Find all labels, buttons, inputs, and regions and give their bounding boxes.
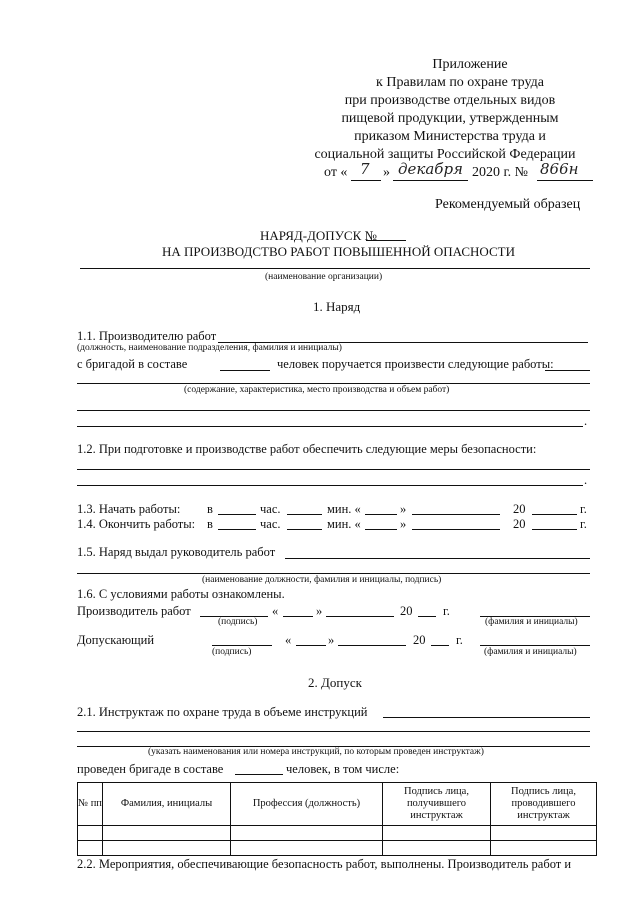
admitter-name-field[interactable] bbox=[480, 645, 590, 646]
admitter-quote-open: « bbox=[285, 633, 292, 647]
p21-brigade-a: проведен бригаде в составе bbox=[77, 762, 224, 776]
header-line-1: Приложение bbox=[432, 57, 508, 72]
producer-year-field[interactable] bbox=[418, 616, 436, 617]
table-cell[interactable] bbox=[231, 826, 383, 841]
date-mid: » bbox=[383, 165, 390, 180]
p13-in: в bbox=[207, 502, 213, 516]
p12-line-2[interactable] bbox=[77, 485, 583, 486]
admitter-label: Допускающий bbox=[77, 633, 155, 647]
p13-hour-field[interactable] bbox=[218, 514, 256, 515]
p21-caption: (указать наименования или номера инструкций, по которым проведен инструктаж) bbox=[148, 747, 484, 757]
p11-brigade-a: с бригадой в составе bbox=[77, 357, 188, 371]
admitter-year-label: г. bbox=[456, 633, 463, 647]
table-cell[interactable] bbox=[103, 826, 231, 841]
p22-label: 2.2. Мероприятия, обеспечивающие безопасность работ, выполнены. Производитель работ и bbox=[77, 857, 572, 871]
table-cell[interactable] bbox=[491, 826, 597, 841]
header-line-4: пищевой продукции, утвержденным bbox=[341, 111, 559, 126]
header-line-6: социальной защиты Российской Федерации bbox=[314, 147, 576, 162]
table-row bbox=[78, 841, 597, 856]
p11-brigade-b: человек поручается произвести следующие работы: bbox=[277, 357, 554, 371]
p11-work-caption: (содержание, характеристика, место производства и объем работ) bbox=[184, 385, 450, 395]
instruction-table bbox=[77, 782, 597, 856]
p21-brigade-b: человек, в том числе: bbox=[286, 762, 400, 776]
date-month-handwritten: декабря bbox=[398, 160, 463, 178]
p14-hour-field[interactable] bbox=[218, 529, 256, 530]
producer-month-field[interactable] bbox=[326, 616, 394, 617]
table-row bbox=[78, 826, 597, 841]
admitter-day-field[interactable] bbox=[296, 645, 326, 646]
order-number-handwritten: 866н bbox=[540, 160, 579, 178]
producer-year-label: г. bbox=[443, 604, 450, 618]
title-line-1: НАРЯД-ДОПУСК № bbox=[260, 228, 377, 243]
header-line-5: приказом Министерства труда и bbox=[354, 129, 546, 144]
admitter-month-field[interactable] bbox=[338, 645, 406, 646]
p14-label: 1.4. Окончить работы: bbox=[77, 517, 196, 531]
p14-hour-label: час. bbox=[260, 517, 281, 531]
p15-issuer-line-2[interactable] bbox=[77, 573, 590, 574]
p14-year-label: г. bbox=[580, 517, 587, 531]
p13-min-field[interactable] bbox=[287, 514, 322, 515]
p21-label: 2.1. Инструктаж по охране труда в объеме инструкций bbox=[77, 705, 368, 719]
p11-work-line-2[interactable] bbox=[77, 410, 590, 411]
p12-end-dot: . bbox=[584, 473, 588, 487]
p14-in: в bbox=[207, 517, 213, 531]
admitter-sig-caption: (подпись) bbox=[212, 647, 252, 657]
table-cell[interactable] bbox=[78, 826, 103, 841]
p12-label: 1.2. При подготовке и производстве работ обеспечить следующие меры безопасности: bbox=[77, 442, 537, 456]
producer-century: 20 bbox=[400, 604, 413, 618]
p11-work-line-1[interactable] bbox=[77, 383, 590, 384]
recommended-sample: Рекомендуемый образец bbox=[435, 197, 581, 212]
p13-year-label: г. bbox=[580, 502, 587, 516]
table-header-row bbox=[78, 783, 597, 826]
p15-label: 1.5. Наряд выдал руководитель работ bbox=[77, 545, 276, 559]
p11-work-start-field[interactable] bbox=[545, 370, 590, 371]
org-name-line[interactable] bbox=[80, 268, 590, 269]
p14-min-field[interactable] bbox=[287, 529, 322, 530]
producer-day-field[interactable] bbox=[283, 616, 313, 617]
p13-hour-label: час. bbox=[260, 502, 281, 516]
date-prefix: от « bbox=[324, 165, 348, 180]
admitter-century: 20 bbox=[413, 633, 426, 647]
p13-min-label: мин. « bbox=[327, 502, 361, 516]
p12-line-1[interactable] bbox=[77, 469, 590, 470]
admitter-name-caption: (фамилия и инициалы) bbox=[484, 647, 577, 657]
p21-instructions-line-2[interactable] bbox=[77, 731, 590, 732]
table-cell[interactable] bbox=[383, 826, 491, 841]
date-day-handwritten: 7 bbox=[360, 160, 370, 178]
p21-brigade-count-field[interactable] bbox=[235, 774, 283, 775]
section1-heading: 1. Наряд bbox=[313, 299, 361, 314]
p16-label: 1.6. С условиями работы ознакомлены. bbox=[77, 587, 285, 601]
p11-brigade-count-field[interactable] bbox=[220, 370, 270, 371]
table-cell[interactable] bbox=[78, 841, 103, 856]
table-cell[interactable] bbox=[383, 841, 491, 856]
header-line-3: при производстве отдельных видов bbox=[344, 93, 556, 108]
date-year: 2020 г. № bbox=[472, 165, 529, 180]
col-number: № пп bbox=[78, 783, 103, 826]
title-line-2: НА ПРОИЗВОДСТВО РАБОТ ПОВЫШЕННОЙ ОПАСНОСТИ bbox=[162, 244, 515, 259]
org-caption: (наименование организации) bbox=[265, 272, 383, 282]
p14-day-field[interactable] bbox=[365, 529, 397, 530]
p14-century: 20 bbox=[513, 517, 526, 531]
col-profession: Профессия (должность) bbox=[231, 783, 383, 826]
p14-min-label: мин. « bbox=[327, 517, 361, 531]
producer-label: Производитель работ bbox=[77, 604, 191, 618]
producer-quote-open: « bbox=[272, 604, 279, 618]
p13-year-field[interactable] bbox=[532, 514, 577, 515]
header-line-2: к Правилам по охране труда bbox=[376, 75, 544, 90]
p15-caption: (наименование должности, фамилия и инициалы, подпись) bbox=[202, 575, 442, 585]
p14-year-field[interactable] bbox=[532, 529, 577, 530]
p13-century: 20 bbox=[513, 502, 526, 516]
p11-label: 1.1. Производителю работ bbox=[77, 329, 217, 343]
p13-quote: » bbox=[400, 502, 407, 516]
col-signature-conducted: Подпись лица, проводившего инструктаж bbox=[491, 783, 597, 826]
table-cell[interactable] bbox=[103, 841, 231, 856]
p11-end-dot: . bbox=[584, 414, 588, 428]
p15-issuer-field[interactable] bbox=[285, 558, 590, 559]
p21-instructions-field[interactable] bbox=[383, 717, 590, 718]
producer-sig-caption: (подпись) bbox=[218, 617, 258, 627]
admitter-signature-field[interactable] bbox=[212, 645, 272, 646]
col-signature-received: Подпись лица, получившего инструктаж bbox=[383, 783, 491, 826]
producer-quote-close: » bbox=[316, 604, 323, 618]
p13-label: 1.3. Начать работы: bbox=[77, 502, 181, 516]
section2-heading: 2. Допуск bbox=[308, 675, 362, 690]
table-cell[interactable] bbox=[231, 841, 383, 856]
p13-day-field[interactable] bbox=[365, 514, 397, 515]
p11-work-line-3[interactable] bbox=[77, 426, 583, 427]
p14-quote: » bbox=[400, 517, 407, 531]
admitter-year-field[interactable] bbox=[431, 645, 449, 646]
p11-caption: (должность, наименование подразделения, фамилия и инициалы) bbox=[77, 343, 342, 353]
admitter-quote-close: » bbox=[328, 633, 335, 647]
producer-name-caption: (фамилия и инициалы) bbox=[485, 617, 578, 627]
col-name: Фамилия, инициалы bbox=[103, 783, 231, 826]
table-cell[interactable] bbox=[491, 841, 597, 856]
p13-month-field[interactable] bbox=[412, 514, 500, 515]
p14-month-field[interactable] bbox=[412, 529, 500, 530]
